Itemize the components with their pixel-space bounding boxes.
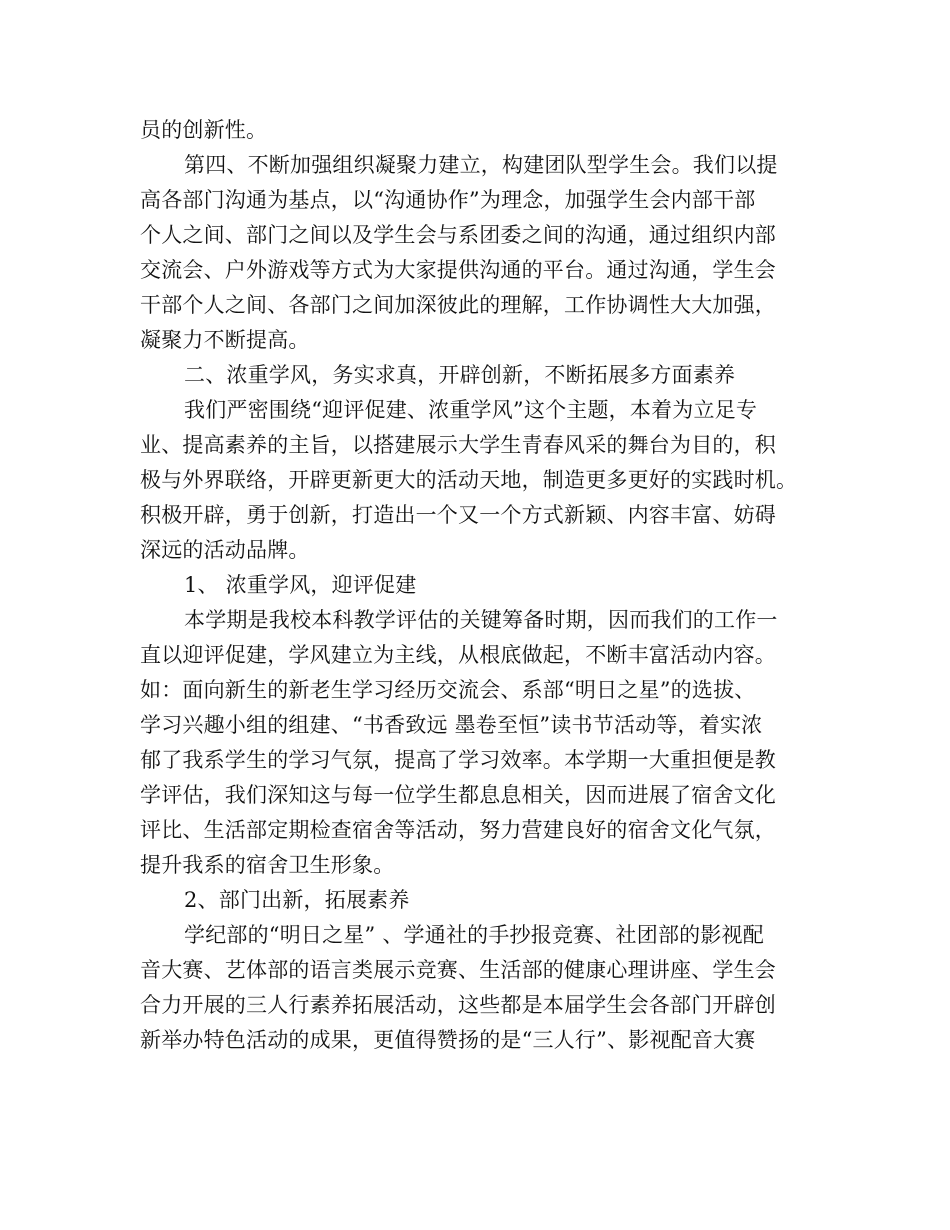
paragraph-line: 深远的活动品牌。	[140, 538, 310, 562]
paragraph-line: 新举办特色活动的成果，更值得赞扬的是“三人行”、影视配音大赛	[140, 1028, 756, 1052]
paragraph-line: 本学期是我校本科教学评估的关键筹备时期，因而我们的工作一	[184, 608, 778, 632]
paragraph-line: 直以迎评促建，学风建立为主线，从根底做起，不断丰富活动内容。	[140, 643, 776, 667]
paragraph-line: 提升我系的宿舍卫生形象。	[140, 853, 395, 877]
paragraph-line: 学评估，我们深知这与每一位学生都息息相关，因而进展了宿舍文化	[140, 783, 776, 807]
subsection-heading: 2、部门出新，拓展素养	[184, 888, 410, 912]
subsection-heading: 1、 浓重学风，迎评促建	[184, 573, 417, 597]
section-heading: 二、浓重学风，务实求真，开辟创新，不断拓展多方面素养	[184, 363, 736, 387]
paragraph-line: 极与外界联络，开辟更新更大的活动天地，制造更多更好的实践时机。	[140, 468, 798, 492]
paragraph-line: 高各部门沟通为基点，以“沟通协作”为理念，加强学生会内部干部	[140, 188, 756, 212]
paragraph-line: 干部个人之间、各部门之间加深彼此的理解，工作协调性大大加强，	[140, 293, 776, 317]
paragraph-line: 凝聚力不断提高。	[140, 328, 310, 352]
paragraph-line: 如：面向新生的新老生学习经历交流会、系部“明日之星”的选拔、	[140, 678, 756, 702]
paragraph-line: 学习兴趣小组的组建、“书香致远 墨卷至恒”读书节活动等，着实浓	[140, 713, 763, 737]
paragraph-line: 合力开展的三人行素养拓展活动，这些都是本届学生会各部门开辟创	[140, 993, 776, 1017]
paragraph-line: 郁了我系学生的学习气氛，提高了学习效率。本学期一大重担便是教	[140, 748, 776, 772]
paragraph-line: 我们严密围绕“迎评促建、浓重学风”这个主题，本着为立足专	[184, 398, 758, 422]
paragraph-line: 个人之间、部门之间以及学生会与系团委之间的沟通，通过组织内部	[140, 223, 776, 247]
paragraph-line: 积极开辟，勇于创新，打造出一个又一个方式新颖、内容丰富、妨碍	[140, 503, 776, 527]
paragraph-line: 学纪部的“明日之星” 、学通社的手抄报竞赛、社团部的影视配	[184, 923, 764, 947]
paragraph-line: 业、提高素养的主旨，以搭建展示大学生青春风采的舞台为目的，积	[140, 433, 776, 457]
paragraph-line: 第四、不断加强组织凝聚力建立，构建团队型学生会。我们以提	[184, 153, 778, 177]
paragraph-line: 员的创新性。	[140, 118, 268, 142]
paragraph-line: 评比、生活部定期检查宿舍等活动，努力营建良好的宿舍文化气氛，	[140, 818, 776, 842]
paragraph-line: 音大赛、艺体部的语言类展示竞赛、生活部的健康心理讲座、学生会	[140, 958, 776, 982]
paragraph-line: 交流会、户外游戏等方式为大家提供沟通的平台。通过沟通，学生会	[140, 258, 776, 282]
